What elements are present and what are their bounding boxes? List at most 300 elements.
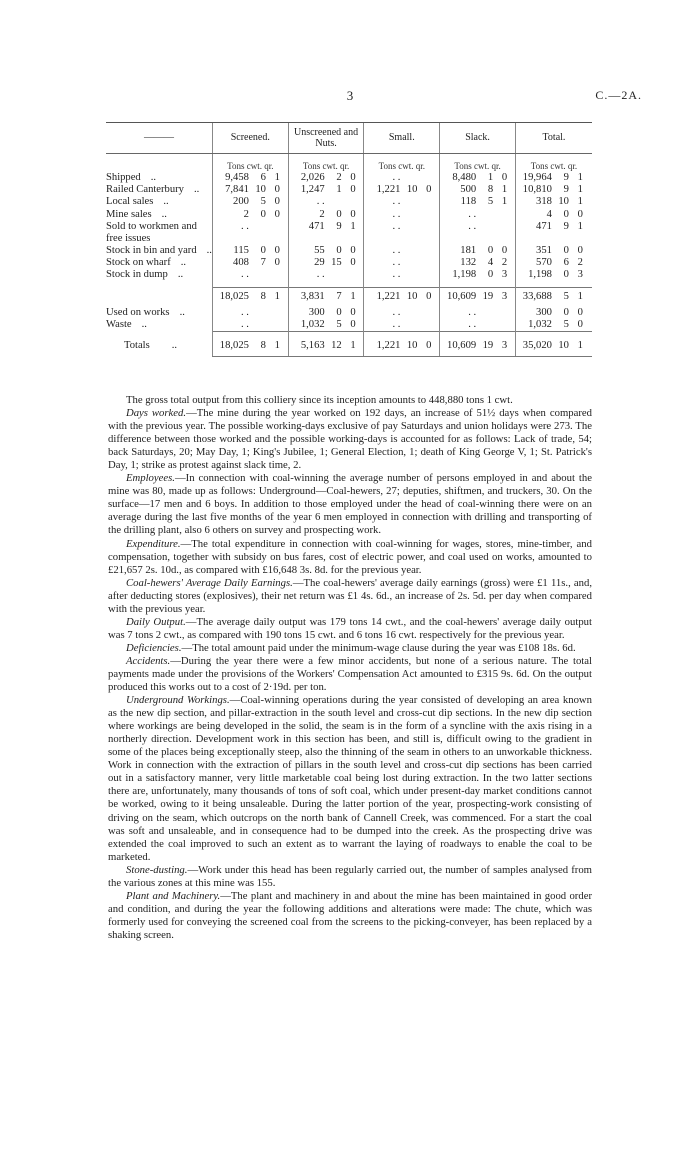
cwt-value: 0 — [487, 269, 494, 281]
tons-value: 5,163 — [300, 340, 325, 352]
value-cell — [288, 307, 364, 319]
value-cell — [440, 209, 516, 221]
qr-value: 1 — [577, 172, 583, 183]
cwt-value: 0 — [336, 244, 342, 256]
units-label: Tons cwt. qr. — [515, 154, 592, 173]
qr-value — [266, 221, 280, 233]
qr-value: 0 — [426, 184, 432, 196]
value-cell — [515, 307, 592, 319]
qr-value: 0 — [426, 291, 432, 303]
qr-value: 0 — [274, 184, 280, 196]
value-cell — [515, 332, 592, 357]
qr-value: 0 — [501, 172, 508, 183]
qr-value: 1 — [577, 196, 583, 208]
tons-value: 300 — [536, 306, 552, 318]
qr-value: 1 — [274, 340, 280, 352]
row-label — [106, 172, 212, 184]
qr-value: 3 — [577, 269, 583, 281]
qr-value: 0 — [274, 244, 280, 256]
value-cell — [515, 209, 592, 221]
cwt-value: 0 — [260, 244, 266, 256]
cwt-value: 10 — [406, 340, 418, 352]
qr-value — [493, 209, 507, 221]
tons-value: . . — [316, 269, 325, 281]
paragraph-body: —The total expenditure in connection with coal-winning for wages, stores, mine-timber, and compensation, together with subsidy on bus fares, cost of electric power, and coal used on works, amounted to £21,657 2s. 10d., as compared with £16,648 3s. 8d. for the previous year. — [108, 537, 592, 576]
paragraph-body: —In connection with coal-winning the average number of persons employed in and about the mine was 80, made up as follows: Underground—Coal-hewers, 27; deputies, shiftmen, and truckers, 30. On the surface—17 men and 6 boys. In addition to those employed under the head of coal-winning there were on an average during the last five months of the year 6 men employed in connection with drilling and transporting of the drilling plant, also 6 others on survey and prospecting work. — [108, 472, 592, 537]
row-label-text: Mine sales — [106, 208, 152, 220]
tons-value: 181 — [460, 244, 477, 256]
cwt-value: 5 — [336, 318, 342, 330]
coal-output-table — [106, 122, 592, 357]
qr-value: 0 — [350, 306, 356, 318]
tons-value: 1,221 — [376, 184, 401, 196]
tons-value: . . — [392, 220, 401, 232]
row-label — [106, 319, 212, 332]
row-label — [106, 209, 212, 221]
tons-value: 35,020 — [522, 340, 552, 352]
value-cell — [364, 288, 440, 307]
cwt-value — [325, 196, 342, 208]
qr-value: 0 — [350, 244, 356, 256]
totals-leader-dots: .. — [171, 339, 178, 351]
units-row-spacer — [106, 154, 212, 173]
column-header-small: Small. — [364, 123, 440, 154]
cwt-value: 5 — [487, 196, 494, 208]
value-cell — [364, 196, 440, 208]
value-cell — [440, 196, 516, 208]
tons-value: 200 — [233, 196, 249, 208]
row-leader-dots: .. — [177, 269, 184, 281]
column-header-total: Total. — [515, 123, 592, 154]
cwt-value — [249, 269, 266, 281]
cwt-value: 6 — [563, 257, 569, 269]
tons-value: . . — [392, 172, 401, 183]
value-cell — [515, 184, 592, 196]
tons-value: 19,964 — [522, 172, 552, 183]
table-row — [106, 257, 592, 269]
qr-value: 0 — [577, 318, 583, 330]
totals-label-text: Totals — [124, 339, 150, 351]
tons-value: 1,198 — [452, 269, 477, 281]
units-label: Tons cwt. qr. — [364, 154, 440, 173]
tons-value: 1,221 — [376, 340, 401, 352]
tons-value: 1,198 — [528, 269, 552, 281]
tons-value: 351 — [536, 244, 552, 256]
cwt-value: 0 — [487, 244, 494, 256]
value-cell — [288, 184, 364, 196]
cwt-value: 1 — [336, 184, 342, 196]
value-cell — [364, 257, 440, 269]
paragraph-body: —Coal-winning operations during the year consisted of developing an area known as the new dip section, and pillar-extraction in the south level and cross-cut dip sections. In the new dip section where workings are being developed in the solid, the seam is in the form of a syncline with the axis rising in a northerly direction. Development work in this section has been, and still is, difficult owing to the gradient in some of the places being exceptionally steep, also the thinning of the seam in others to an unworkable thickness. Work in connection with the extraction of pillars in the south level and cross-cut dip sections has been carried out in a satisfactory manner, very little marketable coal being lost during extraction. In the two latter sections there are, unfortunately, many thousands of tons of soft coal, which under present-day market conditions cannot be worked, owing to it being unsaleable. During the latter portion of the year, prospecting-work consisting of driving on the seam, which outcrops on the north bank of Cannell Creek, was commenced. For a start the coal was soft and unsaleable, and in consequence had to be dumped into the creek. As the prospecting drive was extended the coal improved to such an extent as to warrant the laying of roadways to enable the coal to be marketed. — [108, 694, 592, 863]
qr-value: 1 — [350, 340, 356, 352]
qr-value — [417, 269, 431, 281]
qr-value — [493, 319, 507, 331]
tons-value: 2 — [319, 208, 325, 220]
tons-value: 1,032 — [300, 318, 325, 330]
value-cell — [212, 245, 288, 257]
paragraph — [108, 864, 592, 890]
row-leader-dots: .. — [163, 196, 169, 208]
cwt-value: 9 — [563, 184, 569, 196]
tons-value: 29 — [314, 257, 325, 269]
row-label — [106, 257, 212, 269]
table-header — [106, 123, 592, 154]
row-label — [106, 221, 212, 245]
units-label: Tons cwt. qr. — [440, 154, 516, 173]
value-cell — [440, 332, 516, 357]
value-cell — [515, 196, 592, 208]
qr-value: 1 — [577, 340, 583, 352]
qr-value — [266, 307, 280, 319]
subtotal-row — [106, 288, 592, 307]
table-row — [106, 209, 592, 221]
tons-value: 132 — [460, 257, 477, 269]
column-header-screened: Screened. — [212, 123, 288, 154]
cwt-value — [400, 307, 417, 319]
cwt-value: 6 — [260, 172, 266, 183]
qr-value: 3 — [501, 340, 508, 352]
totals-row — [106, 332, 592, 357]
tons-value: 1,221 — [376, 291, 401, 303]
tons-value: 10,810 — [522, 184, 552, 196]
cwt-value — [249, 221, 266, 233]
cwt-value — [325, 269, 342, 281]
cwt-value: 9 — [336, 220, 342, 232]
table-row — [106, 172, 592, 184]
value-cell — [364, 332, 440, 357]
value-cell — [288, 172, 364, 184]
qr-value: 0 — [426, 340, 432, 352]
value-cell — [364, 209, 440, 221]
cwt-value: 4 — [487, 257, 494, 269]
value-cell — [212, 288, 288, 307]
paragraph — [108, 642, 592, 655]
value-cell — [515, 319, 592, 332]
cwt-value: 9 — [563, 172, 569, 183]
value-cell — [364, 184, 440, 196]
tons-value: 500 — [460, 184, 477, 196]
cwt-value: 0 — [563, 208, 569, 220]
qr-value: 2 — [577, 257, 583, 269]
cwt-value: 10 — [406, 184, 418, 196]
value-cell — [515, 257, 592, 269]
qr-value: 0 — [274, 257, 280, 269]
qr-value: 1 — [577, 220, 583, 232]
qr-value — [417, 209, 431, 221]
value-cell — [212, 184, 288, 196]
tons-value: 10,609 — [447, 291, 477, 303]
tons-value: . . — [392, 306, 401, 318]
table-row — [106, 245, 592, 257]
tons-value: 9,458 — [225, 172, 249, 183]
paragraph-heading: Deficiencies. — [126, 641, 182, 654]
units-label: Tons cwt. qr. — [212, 154, 288, 173]
cwt-value: 12 — [331, 340, 342, 352]
paragraph-body: —The plant and machinery in and about the mine has been maintained in good order and condition, and during the year the following additions and alterations were made: The chute, which was formerly used for conveying the screened coal from the screens to the picking-conveyer, has been replaced by a shaking screen. — [108, 889, 593, 941]
tons-value: 318 — [536, 196, 552, 208]
paragraph-heading: Underground Workings. — [126, 694, 230, 707]
paragraph-heading: Expenditure. — [126, 537, 181, 550]
cwt-value — [400, 196, 417, 208]
value-cell — [288, 221, 364, 245]
value-cell — [364, 269, 440, 281]
value-cell — [212, 172, 288, 184]
tons-value: 1,247 — [300, 184, 325, 196]
qr-value: 0 — [577, 244, 583, 256]
qr-value — [417, 319, 431, 331]
tons-value: . . — [392, 196, 401, 208]
row-leader-dots: .. — [150, 172, 157, 183]
cwt-value — [400, 221, 417, 233]
row-label-text: Stock in dump — [106, 269, 168, 281]
qr-value: 3 — [501, 269, 508, 281]
value-cell — [212, 257, 288, 269]
value-cell — [288, 288, 364, 307]
value-cell — [440, 319, 516, 332]
qr-value — [266, 269, 280, 281]
value-cell — [212, 319, 288, 332]
value-cell — [288, 269, 364, 281]
tons-value: . . — [240, 306, 249, 318]
cwt-value: 9 — [563, 220, 569, 232]
units-row — [106, 154, 592, 173]
qr-value: 1 — [501, 184, 508, 196]
value-cell — [440, 172, 516, 184]
tons-value: . . — [240, 269, 249, 281]
qr-value: 1 — [501, 196, 508, 208]
qr-value: 0 — [577, 208, 583, 220]
paragraph — [108, 394, 592, 407]
paragraph-body: The gross total output from this colliery since its inception amounts to 448,880 tons 1 cwt. — [126, 394, 513, 406]
paragraph-body: —The mine during the year worked on 192 days, an increase of 51½ days when compared with the previous year. The possible working-days exclusive of pay Saturdays and union holidays were 273. The difference between those worked and the possible working-days is accounted for as follows: Lack of trade, 54; back Saturdays, 20; May Day, 1; King's Jubilee, 1; General Election, 1; death of King George V, 1; St. Patrick's Day, 1; strike as protest against slack time, 2. — [108, 407, 592, 472]
cwt-value — [476, 307, 493, 319]
row-leader-dots: .. — [206, 244, 212, 256]
qr-value — [417, 307, 431, 319]
value-cell — [440, 307, 516, 319]
paragraph-heading: Daily Output. — [126, 615, 186, 628]
qr-value: 1 — [274, 291, 280, 303]
paragraph-body: —The coal-hewers' average daily earnings (gross) were £1 11s., and, after deducting stores (explosives), their net return was £1 4s. 6d., an increase of 2s. 5d. per day when compared with the previous year. — [108, 576, 593, 615]
value-cell — [212, 221, 288, 245]
qr-value: 0 — [501, 244, 508, 256]
value-cell — [288, 319, 364, 332]
tons-value: . . — [468, 306, 477, 318]
row-label — [106, 184, 212, 196]
qr-value — [417, 257, 431, 269]
totals-label — [106, 332, 212, 357]
paragraph — [108, 694, 592, 864]
tons-value: . . — [468, 208, 477, 220]
qr-value: 0 — [350, 184, 356, 196]
value-cell — [212, 209, 288, 221]
cwt-value: 10 — [406, 291, 418, 303]
paragraph — [108, 655, 592, 694]
tons-value: 55 — [314, 244, 325, 256]
paragraph-heading: Accidents. — [126, 654, 171, 667]
qr-value: 0 — [350, 172, 356, 183]
cwt-value — [400, 257, 417, 269]
tons-value: . . — [392, 244, 401, 256]
value-cell — [288, 257, 364, 269]
table-body — [106, 154, 592, 357]
value-cell — [364, 307, 440, 319]
paragraph-body: —The total amount paid under the minimum-wage clause during the year was £108 18s. 6d. — [181, 641, 576, 654]
row-label-text: Railed Canterbury — [106, 184, 184, 196]
qr-value: 0 — [350, 318, 356, 330]
tons-value: . . — [392, 208, 401, 220]
cwt-value — [476, 319, 493, 331]
tons-value: 8,480 — [452, 172, 477, 183]
qr-value — [493, 221, 507, 233]
tons-value: . . — [468, 318, 477, 330]
value-cell — [212, 332, 288, 357]
tons-value: . . — [240, 220, 249, 232]
cwt-value: 19 — [482, 340, 494, 352]
cwt-value — [400, 209, 417, 221]
cwt-value — [249, 319, 266, 331]
cwt-value: 0 — [260, 208, 266, 220]
qr-value: 1 — [274, 172, 280, 183]
value-cell — [515, 221, 592, 245]
paragraph — [108, 538, 592, 577]
value-cell — [515, 172, 592, 184]
value-cell — [440, 269, 516, 281]
paragraph — [108, 616, 592, 642]
row-label-text: Shipped — [106, 172, 141, 183]
row-label-text: Stock on wharf — [106, 257, 171, 269]
row-leader-dots: .. — [179, 306, 185, 318]
row-label-text: Used on works — [106, 306, 170, 318]
row-label-text: Local sales — [106, 196, 154, 208]
qr-value: 0 — [350, 257, 356, 269]
tons-value: 118 — [460, 196, 477, 208]
table-row — [106, 184, 592, 196]
tons-value: 18,025 — [219, 340, 249, 352]
value-cell — [364, 319, 440, 332]
paragraph — [108, 890, 592, 942]
row-label — [106, 307, 212, 319]
qr-value: 1 — [350, 291, 356, 303]
cwt-value: 0 — [336, 208, 342, 220]
paragraph — [108, 472, 592, 537]
row-label-text: Sold to workmen and free issues — [106, 220, 197, 244]
cwt-value — [476, 209, 493, 221]
cwt-value: 8 — [260, 340, 266, 352]
qr-value: 3 — [501, 291, 508, 303]
cwt-value: 10 — [255, 184, 266, 196]
paragraph-body: —The average daily output was 179 tons 14 cwt., and the coal-hewers' average daily output was 7 tons 2 cwt., as compared with 190 tons 15 cwt. and 6 tons 16 cwt. respectively for the previous year. — [108, 615, 592, 641]
table-corner-dash: ——— — [106, 123, 212, 154]
tons-value: . . — [316, 196, 325, 208]
value-cell — [515, 269, 592, 281]
cwt-value: 8 — [260, 291, 266, 303]
row-label-text: Stock in bin and yard — [106, 244, 197, 256]
tons-value: 33,688 — [522, 291, 552, 303]
qr-value: 0 — [274, 208, 280, 220]
units-label: Tons cwt. qr. — [288, 154, 364, 173]
table-row — [106, 269, 592, 281]
row-label — [106, 196, 212, 208]
qr-value: 0 — [577, 306, 583, 318]
tons-value: 7,841 — [225, 184, 249, 196]
tons-value: 1,032 — [528, 318, 552, 330]
cwt-value — [476, 221, 493, 233]
cwt-value: 15 — [331, 257, 342, 269]
cwt-value — [249, 307, 266, 319]
page-number: 3 — [346, 88, 354, 103]
value-cell — [440, 184, 516, 196]
paragraph-heading: Employees. — [126, 472, 175, 485]
tons-value: . . — [392, 269, 401, 281]
tons-value: 4 — [546, 208, 552, 220]
tons-value: 10,609 — [447, 340, 477, 352]
qr-value — [342, 269, 356, 281]
value-cell — [288, 245, 364, 257]
paragraph-heading: Plant and Machinery. — [126, 889, 221, 902]
qr-value: 0 — [350, 208, 356, 220]
tons-value: . . — [468, 220, 477, 232]
tons-value: 471 — [308, 220, 325, 232]
qr-value: 0 — [274, 196, 280, 208]
value-cell — [288, 332, 364, 357]
tons-value: . . — [392, 318, 401, 330]
qr-value — [417, 196, 431, 208]
tons-value: . . — [240, 318, 249, 330]
value-cell — [288, 209, 364, 221]
cwt-value: 2 — [336, 172, 342, 183]
qr-value: 1 — [577, 184, 583, 196]
value-cell — [440, 288, 516, 307]
cwt-value — [400, 269, 417, 281]
value-cell — [364, 221, 440, 245]
table-row — [106, 319, 592, 332]
value-cell — [515, 245, 592, 257]
cwt-value: 0 — [563, 269, 569, 281]
tons-value: 300 — [308, 306, 325, 318]
tons-value: 3,831 — [300, 291, 325, 303]
qr-value — [493, 307, 507, 319]
cwt-value: 0 — [563, 244, 569, 256]
cwt-value: 7 — [260, 257, 266, 269]
value-cell — [212, 196, 288, 208]
qr-value: 1 — [350, 220, 356, 232]
tons-value: 18,025 — [219, 291, 249, 303]
cwt-value: 10 — [558, 196, 569, 208]
report-text — [108, 394, 592, 942]
paragraph — [108, 407, 592, 472]
qr-value — [417, 221, 431, 233]
tons-value: . . — [392, 257, 401, 269]
value-cell — [440, 245, 516, 257]
tons-value: 115 — [233, 244, 249, 256]
tons-value: 471 — [536, 220, 552, 232]
table-row — [106, 221, 592, 245]
paragraph — [108, 577, 592, 616]
cwt-value: 5 — [563, 291, 569, 303]
paragraph-heading: Stone-dusting. — [126, 863, 188, 876]
row-leader-dots: .. — [193, 184, 200, 196]
cwt-value: 1 — [487, 172, 494, 183]
cwt-value: 19 — [482, 291, 494, 303]
cwt-value — [400, 172, 417, 184]
row-label — [106, 245, 212, 257]
row-leader-dots: .. — [161, 208, 167, 220]
paragraph-heading: Coal-hewers' Average Daily Earnings. — [126, 576, 293, 589]
cwt-value: 5 — [260, 196, 266, 208]
cwt-value — [400, 245, 417, 257]
value-cell — [364, 172, 440, 184]
table-row — [106, 196, 592, 208]
